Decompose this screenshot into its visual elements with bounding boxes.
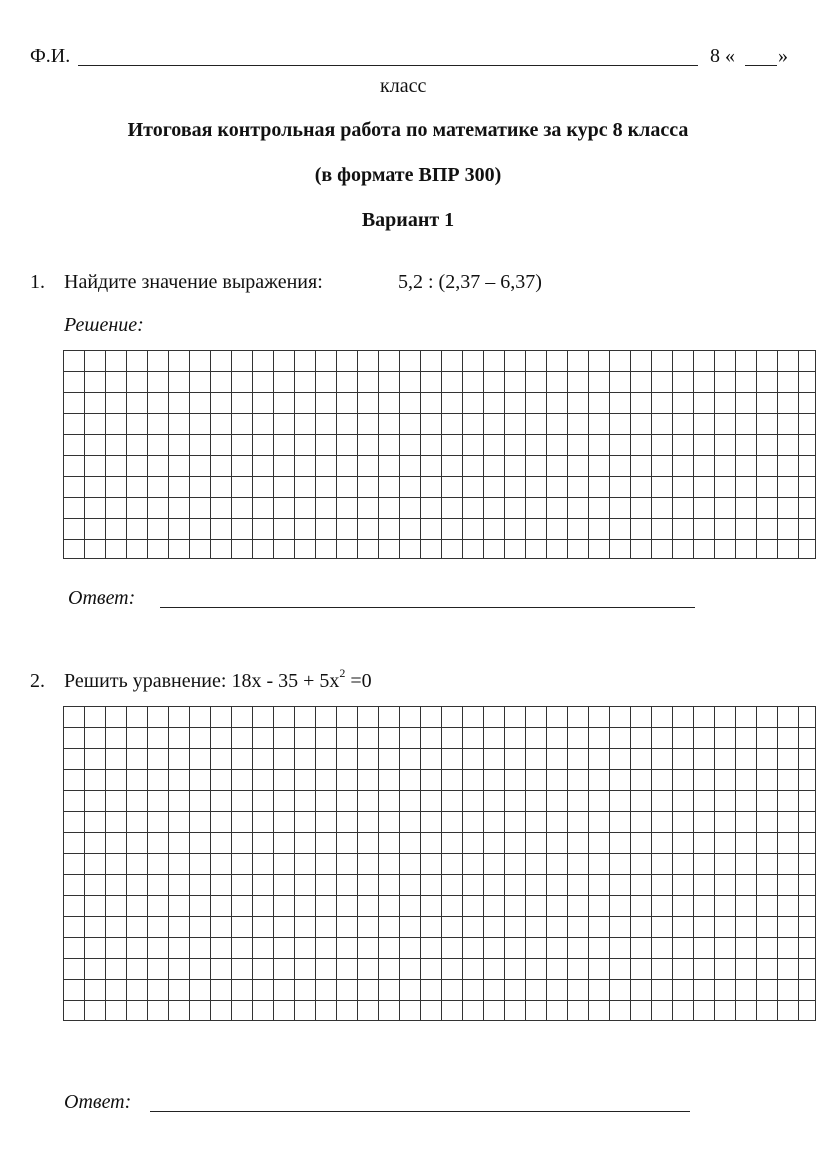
fio-label: Ф.И. xyxy=(30,45,71,67)
class-label: класс xyxy=(380,75,427,97)
task2-answer-label: Ответ: xyxy=(64,1091,132,1113)
page-title: Итоговая контрольная работа по математике за курс 8 класса xyxy=(127,119,689,141)
task2-solution-grid[interactable] xyxy=(63,706,816,1021)
task2-equation: Решить уравнение: 18x - 35 + 5x xyxy=(64,670,340,692)
task2-answer-line[interactable] xyxy=(150,1111,690,1112)
task1-expression: 5,2 : (2,37 – 6,37) xyxy=(398,271,542,293)
task1-answer-line[interactable] xyxy=(160,607,695,608)
class-number: 8 « xyxy=(710,45,735,67)
class-close-quote: » xyxy=(778,45,788,67)
class-letter-line[interactable] xyxy=(745,65,777,66)
task1-solution-label: Решение: xyxy=(64,314,144,336)
task2-equation-end: =0 xyxy=(345,670,372,692)
task2-text xyxy=(64,666,372,693)
task1-number: 1. xyxy=(30,271,45,293)
page-subtitle: (в формате ВПР 300) xyxy=(314,164,502,186)
task1-solution-grid[interactable] xyxy=(63,350,816,559)
fio-line[interactable] xyxy=(78,65,698,66)
task2-number: 2. xyxy=(30,670,45,692)
task2-exponent: 2 xyxy=(339,666,346,681)
variant-title: Вариант 1 xyxy=(361,209,455,231)
task1-text: Найдите значение выражения: xyxy=(64,271,323,293)
task1-answer-label: Ответ: xyxy=(68,587,136,609)
